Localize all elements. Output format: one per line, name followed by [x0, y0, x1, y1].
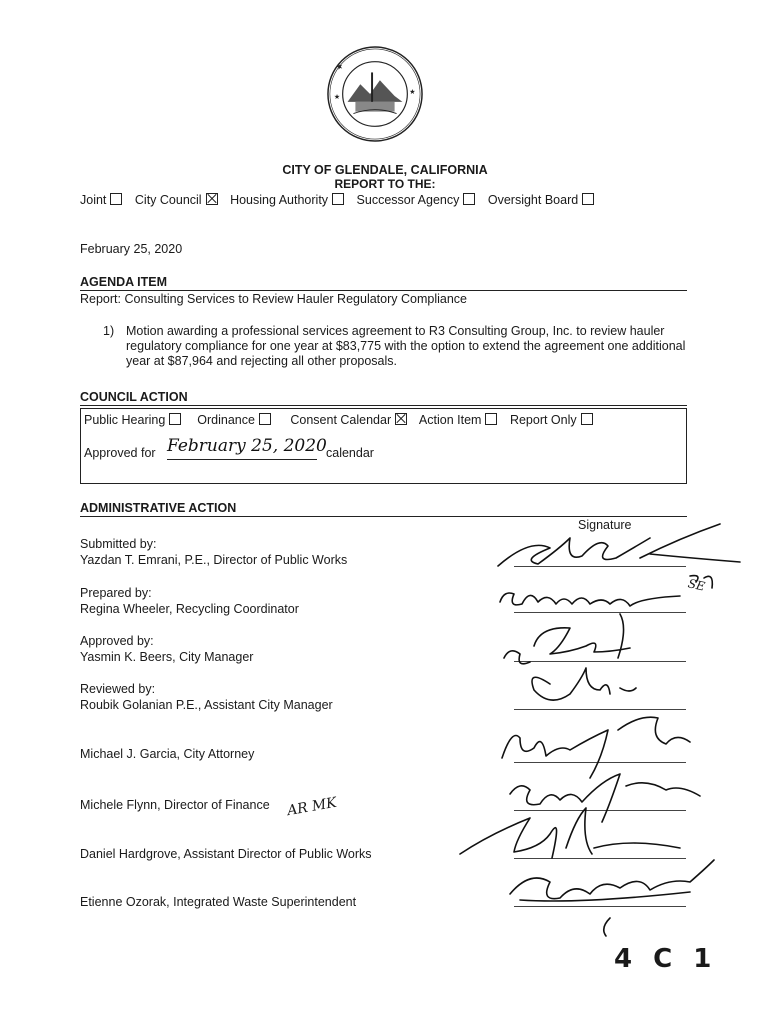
person-role: Prepared by:: [80, 586, 152, 600]
checkbox-oversight-board[interactable]: [582, 193, 594, 205]
person-name: Roubik Golanian P.E., Assistant City Manager: [80, 698, 333, 712]
approved-prefix: Approved for: [84, 446, 156, 460]
approved-suffix: calendar: [326, 446, 374, 460]
option-label: Report Only: [509, 413, 577, 427]
option-label: Consent Calendar: [290, 413, 392, 427]
agenda-item-number: 1): [103, 324, 115, 338]
city-seal: [326, 45, 424, 143]
svg-text:★: ★: [334, 61, 345, 73]
person-name: Regina Wheeler, Recycling Coordinator: [80, 602, 299, 616]
approved-date-handwritten: February 25, 2020: [167, 436, 327, 456]
council-heading: COUNCIL ACTION: [80, 390, 188, 404]
checkbox-label: Housing Authority: [230, 193, 329, 207]
agenda-report: Report: Consulting Services to Review Hauler Regulatory Compliance: [80, 292, 467, 306]
person-block: [80, 536, 347, 568]
signatures-drawing: [490, 518, 750, 958]
svg-text:★: ★: [333, 93, 340, 101]
admin-rule: [80, 516, 687, 517]
person-name: Michele Flynn, Director of Finance: [80, 798, 270, 812]
option-label: Action Item: [418, 413, 482, 427]
checkbox-public-hearing[interactable]: [169, 413, 181, 425]
checkbox-joint[interactable]: [110, 193, 122, 205]
checkbox-report-only[interactable]: [581, 413, 593, 425]
checkbox-successor-agency[interactable]: [463, 193, 475, 205]
signature-column-label: Signature: [578, 518, 632, 532]
svg-text:★: ★: [409, 89, 416, 96]
report-date: February 25, 2020: [80, 242, 183, 256]
submitted-initials: SE: [686, 576, 707, 594]
checkbox-city-council[interactable]: [206, 193, 218, 205]
council-rule: [80, 405, 687, 406]
agenda-item-text: Motion awarding a professional services agreement to R3 Consulting Group, Inc. to review hauler regulatory compliance for one year at $83,775 with the option to extend the agreement one additional year at $87,964 and rejecting all other proposals.: [126, 324, 686, 368]
report-to-row: [80, 193, 603, 207]
document-title: CITY OF GLENDALE, CALIFORNIA: [282, 163, 488, 177]
checkbox-label: City Council: [134, 193, 202, 207]
person-name: Yasmin K. Beers, City Manager: [80, 650, 254, 664]
checkbox-label: Successor Agency: [356, 193, 460, 207]
approved-date-line: [167, 459, 317, 460]
person-name: Michael J. Garcia, City Attorney: [80, 747, 255, 761]
person-role: Approved by:: [80, 634, 154, 648]
agenda-heading: AGENDA ITEM: [80, 275, 168, 289]
admin-heading: ADMINISTRATIVE ACTION: [80, 501, 237, 515]
option-label: Public Hearing: [84, 413, 166, 427]
checkbox-ordinance[interactable]: [259, 413, 271, 425]
checkbox-label: Joint: [80, 193, 107, 207]
person-block: [80, 681, 333, 713]
checkbox-housing-authority[interactable]: [332, 193, 344, 205]
checkbox-consent-calendar[interactable]: [395, 413, 407, 425]
person-role: Reviewed by:: [80, 682, 156, 696]
person-name: Yazdan T. Emrani, P.E., Director of Public Works: [80, 553, 348, 567]
person-role: Submitted by:: [80, 537, 157, 551]
checkbox-label: Oversight Board: [487, 193, 579, 207]
council-options-row: [84, 413, 602, 427]
person-block: [80, 633, 253, 665]
person-block: [80, 585, 299, 617]
checkbox-action-item[interactable]: [485, 413, 497, 425]
option-label: Ordinance: [197, 413, 255, 427]
page-number-stamp: 4 C 1: [614, 944, 718, 974]
finance-initials: AR MK: [285, 794, 338, 820]
document-subtitle: REPORT TO THE:: [334, 177, 436, 191]
person-name: Etienne Ozorak, Integrated Waste Superintendent: [80, 895, 357, 909]
person-name: Daniel Hardgrove, Assistant Director of Public Works: [80, 847, 372, 861]
agenda-rule: [80, 290, 687, 291]
